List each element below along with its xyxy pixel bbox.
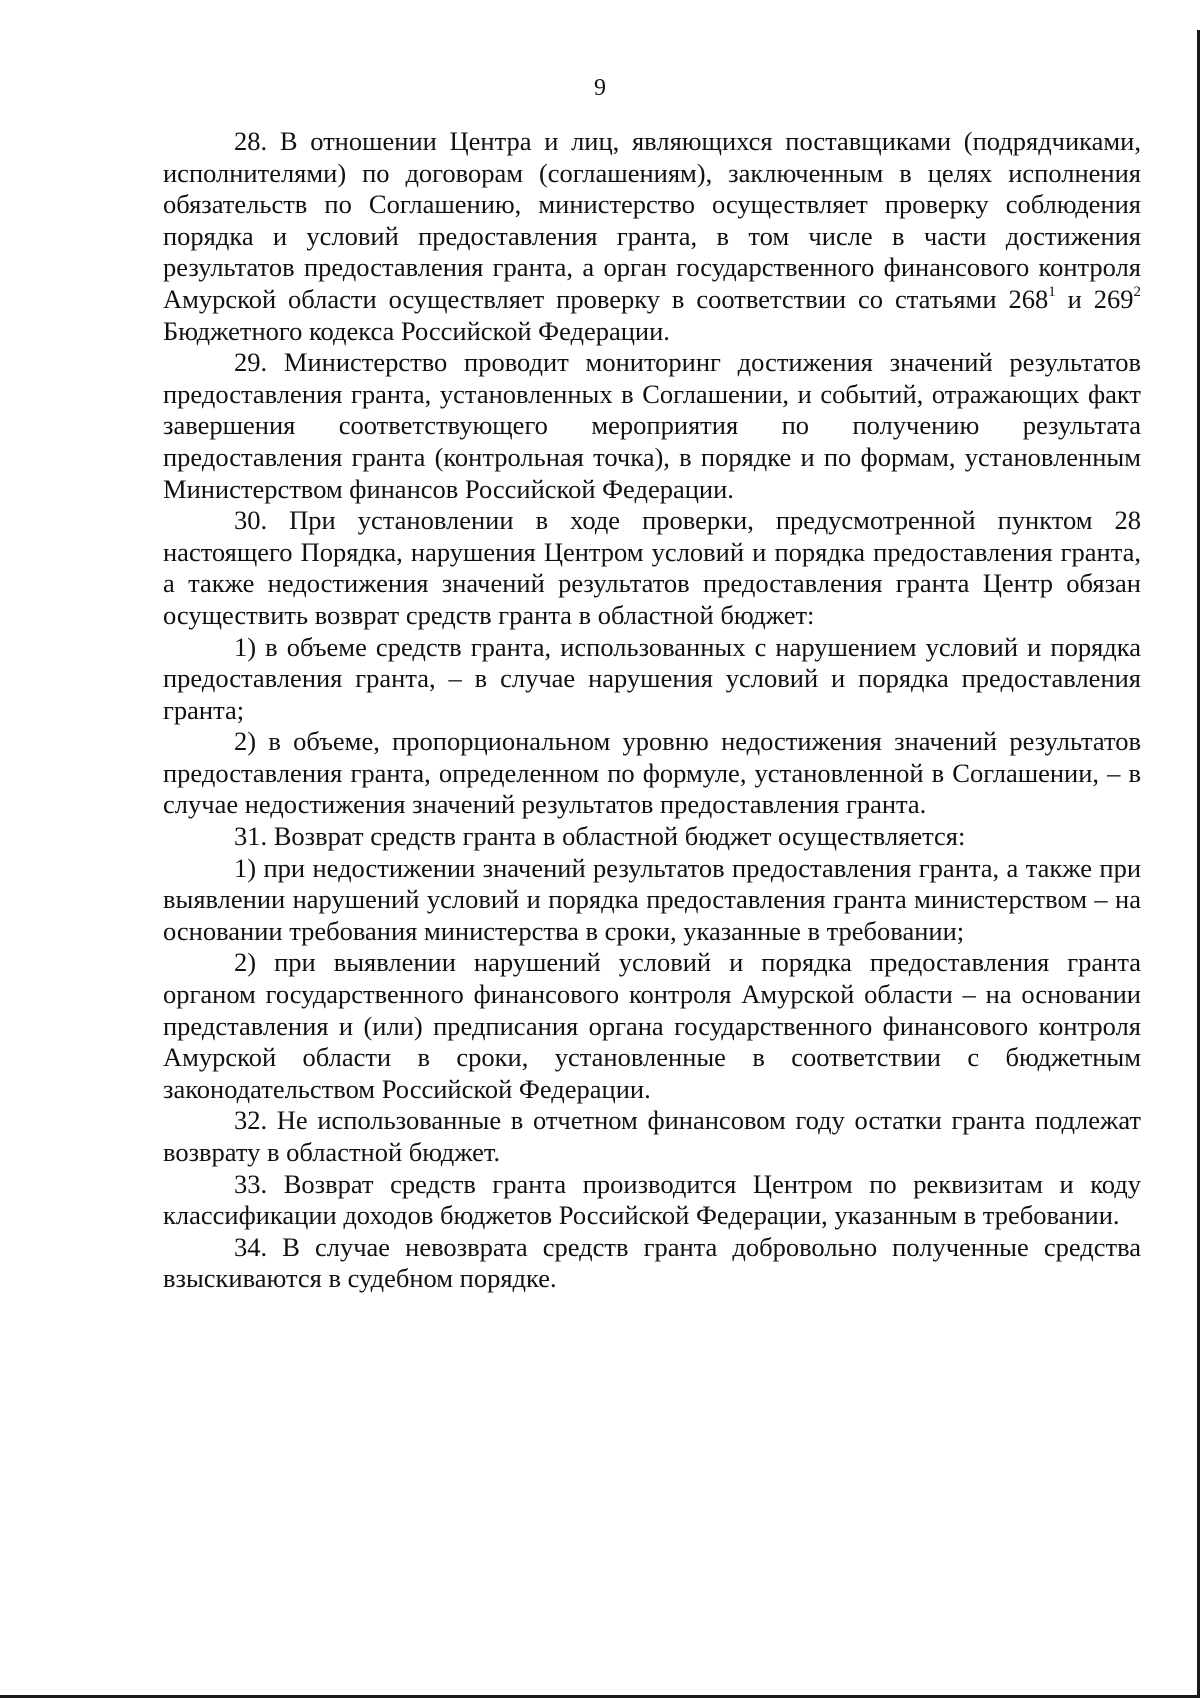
paragraph-31-item-2: 2) при выявлении нарушений условий и порядка предоставления гранта органом государственного финансового контроля Амурской области – на основании представления и (или) предписания органа государственного финансового контроля Амурской области в сроки, установленные в соответствии с бюджетным законодательством Российской Федерации. — [163, 947, 1141, 1104]
paragraph-33: 33. Возврат средств гранта производится Центром по реквизитам и коду классификации доходов бюджетов Российской Федерации, указанным в требовании. — [163, 1168, 1141, 1231]
paragraph-31: 31. Возврат средств гранта в областной бюджет осуществляется: — [234, 821, 966, 852]
paragraph-34: 34. В случае невозврата средств гранта добровольно полученные средства взыскиваются в судебном порядке. — [163, 1231, 1141, 1294]
superscript-268: 1 — [1048, 284, 1056, 301]
paragraph-28-text: 28. В отношении Центра и лиц, являющихся поставщиками (подрядчиками, исполнителями) по договорам (соглашениям), заключенным в целях исполнения обязательств по Соглашению, министерство осуществляет проверку соблюдения порядка и условий предоставления гранта, в том числе в части достижения результатов предоставления гранта, а орган государственного финансового контроля Амурской области осуществляет проверку в соответствии со статьями 268 — [163, 126, 1141, 314]
paragraph-29: 29. Министерство проводит мониторинг достижения значений результатов предоставления гранта, установленных в Соглашении, и событий, отражающих факт завершения соответствующего мероприятия по получению результата предоставления гранта (контрольная точка), в порядке и по формам, установленным Министерством финансов Российской Федерации. — [163, 347, 1141, 504]
paragraph-30-item-2: 2) в объеме, пропорциональном уровню недостижения значений результатов предоставления гранта, определенном по формуле, установленной в Соглашении, – в случае недостижения значений результатов предоставления гранта. — [163, 726, 1141, 820]
paragraph-30-item-1: 1) в объеме средств гранта, использованных с нарушением условий и порядка предоставления гранта, – в случае нарушения условий и порядка предоставления гранта; — [163, 631, 1141, 725]
paragraph-32: 32. Не использованные в отчетном финансовом году остатки гранта подлежат возврату в областной бюджет. — [163, 1105, 1141, 1167]
paragraph-28 — [163, 126, 1141, 347]
superscript-269: 2 — [1133, 284, 1142, 301]
paragraph-28-tail: Бюджетного кодекса Российской Федерации. — [163, 315, 670, 346]
paragraph-28-mid: и 269 — [1055, 283, 1134, 314]
page-number: 9 — [594, 75, 606, 101]
document-body — [163, 126, 1141, 1295]
paragraph-30: 30. При установлении в ходе проверки, предусмотренной пунктом 28 настоящего Порядка, нарушения Центром условий и порядка предоставления гранта, а также недостижения значений результатов предоставления гранта Центр обязан осуществить возврат средств гранта в областной бюджет: — [163, 505, 1141, 630]
paragraph-31-item-1: 1) при недостижении значений результатов предоставления гранта, а также при выявлении нарушений условий и порядка предоставления гранта министерством – на основании требования министерства в сроки, указанные в требовании; — [163, 852, 1141, 946]
